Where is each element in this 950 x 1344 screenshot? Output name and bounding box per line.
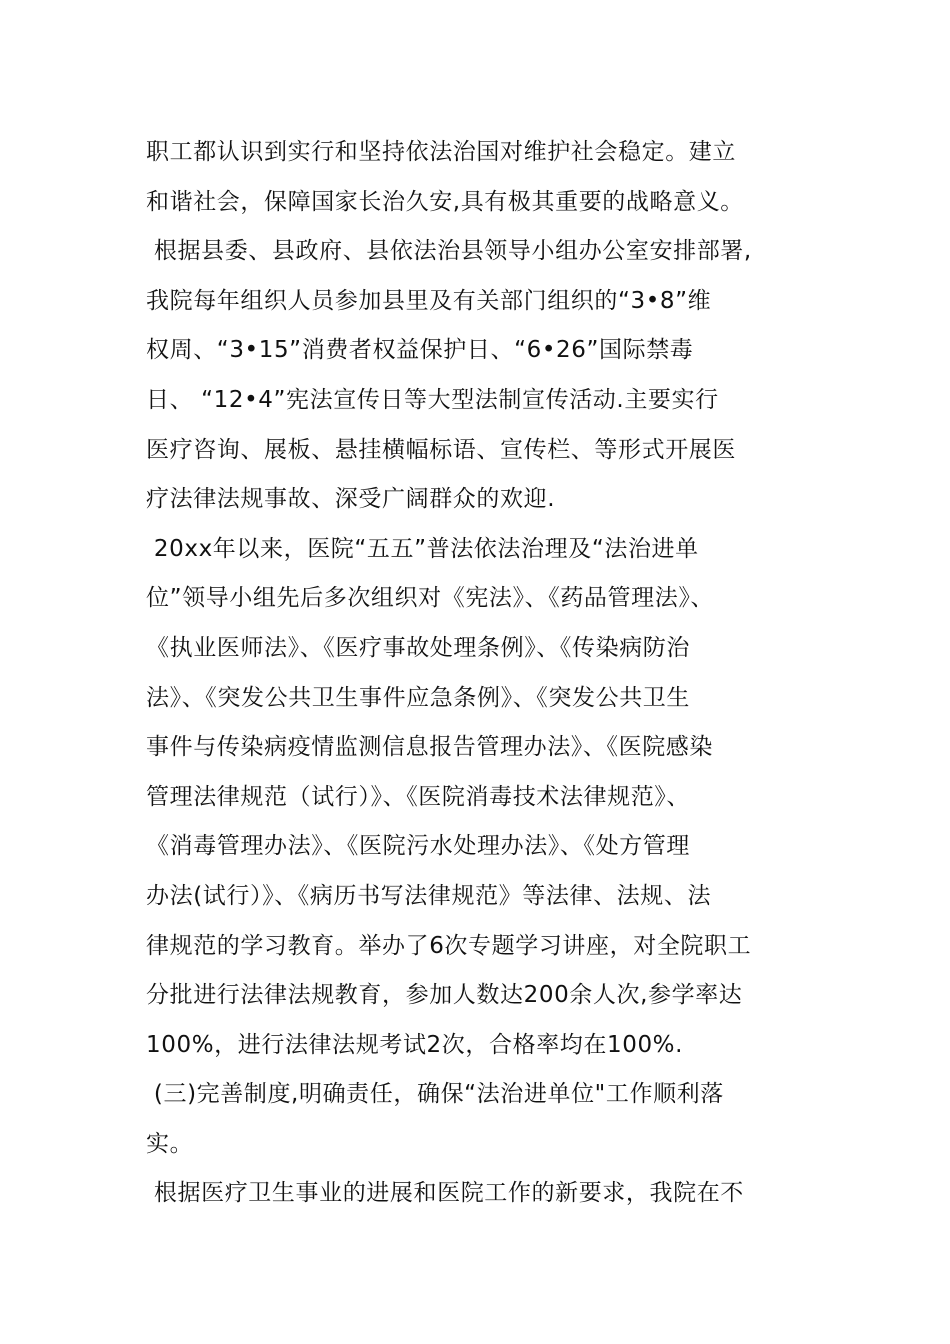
text-line: 医疗咨询、展板、悬挂横幅标语、宣传栏、等形式开展医 <box>146 436 736 463</box>
text-line: 权周、“3•15”消费者权益保护日、“6•26”国际禁毒 <box>146 337 694 364</box>
text-line: 法》、《突发公共卫生事件应急条例》、《突发公共卫生 <box>146 684 690 711</box>
text-line: 《执业医师法》、《医疗事故处理条例》、《传染病防治 <box>146 634 690 661</box>
text-line: 职工都认识到实行和坚持依法治国对维护社会稳定。建立 <box>146 139 736 165</box>
text-line: 我院每年组织人员参加县里及有关部门组织的“3•8”维 <box>146 287 712 314</box>
document-body <box>146 128 826 1219</box>
text-line: 和谐社会，保障国家长治久安,具有极其重要的战略意义。 <box>146 188 744 215</box>
text-line: 100%，进行法律法规考试2次，合格率均在100%. <box>146 1031 684 1058</box>
text-line: 日、 “12•4”宪法宣传日等大型法制宣传活动.主要实行 <box>146 386 719 413</box>
text-line: 分批进行法律法规教育，参加人数达200余人次,参学率达 <box>146 982 743 1009</box>
text-line: 根据医疗卫生事业的进展和医院工作的新要求，我院在不 <box>146 1180 744 1207</box>
text-line: 位”领导小组先后多次组织对《宪法》、《药品管理法》、 <box>146 585 715 612</box>
text-line: 疗法律法规事故、深受广阔群众的欢迎. <box>146 486 556 513</box>
text-line: 办法(试行）》、《病历书写法律规范》等法律、法规、法 <box>146 882 712 909</box>
text-line: 事件与传染病疫情监测信息报告管理办法》、《医院感染 <box>146 734 713 761</box>
text-line: (三)完善制度,明确责任，确保“法治进单位"工作顺利落 <box>146 1081 724 1108</box>
text-line: 律规范的学习教育。举办了6次专题学习讲座，对全院职工 <box>146 932 752 959</box>
text-line: 20xx年以来，医院“五五”普法依法治理及“法治进单 <box>146 535 699 562</box>
text-line: 管理法律规范（试行）》、《医院消毒技术法律规范》、 <box>146 783 690 810</box>
text-line: 根据县委、县政府、县依法治县领导小组办公室安排部署, <box>146 238 752 265</box>
text-line: 实。 <box>146 1130 194 1157</box>
text-line: 《消毒管理办法》、《医院污水处理办法》、《处方管理 <box>146 833 690 860</box>
